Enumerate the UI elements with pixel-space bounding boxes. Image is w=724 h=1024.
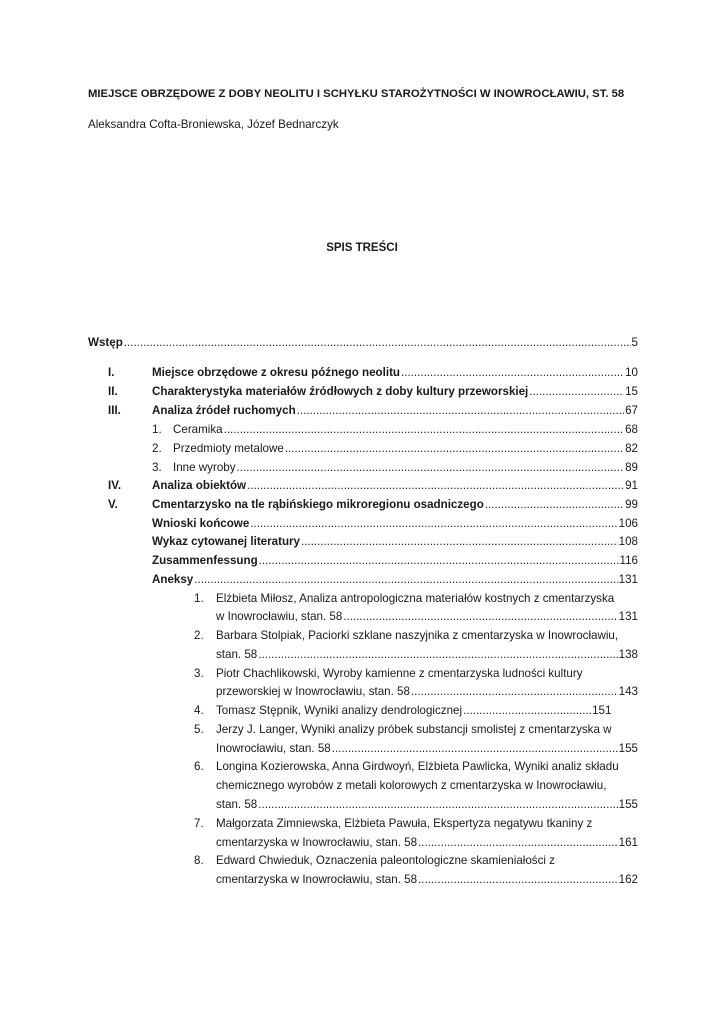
leader-dots — [247, 477, 624, 495]
toc-entry-wnioski[interactable] — [0, 515, 724, 533]
toc-entry-title: Miejsce obrzędowe z okresu późnego neolitu — [152, 366, 401, 379]
toc-entry-page: 10 — [625, 366, 638, 379]
toc-entry-page: 138 — [618, 648, 638, 661]
toc-entry-title: Barbara Stolpiak, Paciorki szklane naszyjnika z cmentarzyska w Inowrocławiu, — [216, 629, 619, 642]
leader-dots — [401, 364, 624, 382]
toc-entry-page: 68 — [625, 423, 638, 436]
toc-entry-annex-8-cont[interactable] — [0, 871, 724, 889]
toc-entry-title: Wykaz cytowanej literatury — [152, 535, 300, 548]
toc-entry-title-cont: przeworskiej w Inowrocławiu, stan. 58 — [216, 685, 410, 698]
toc-entry-title: Zusammenfessung — [152, 554, 258, 567]
toc-entry-title-cont: w Inowrocławiu, stan. 58 — [216, 610, 343, 623]
toc-entry-annex-1-cont[interactable] — [0, 608, 724, 626]
toc-entry-page: 155 — [618, 742, 638, 755]
toc-entry-page: 131 — [618, 610, 638, 623]
toc-entry-page: 155 — [618, 798, 638, 811]
toc-entry-page: 143 — [618, 685, 638, 698]
toc-entry-page: 131 — [618, 573, 638, 586]
leader-dots — [418, 834, 618, 852]
leader-dots — [124, 334, 631, 352]
toc-entry-annex-8[interactable] — [0, 852, 724, 870]
toc-entry-chapter-1[interactable] — [0, 364, 724, 382]
leader-dots — [224, 421, 624, 439]
leader-dots — [301, 533, 618, 551]
toc-entry-annex-7[interactable] — [0, 815, 724, 833]
document-title: MIEJSCE OBRZĘDOWE Z DOBY NEOLITU I SCHYŁKU STAROŻYTNOŚCI W INOWROCŁAWIU, ST. 58 — [88, 88, 625, 100]
toc-entry-title: Analiza obiektów — [152, 479, 247, 492]
toc-entry-annex-1[interactable] — [0, 590, 724, 608]
toc-entry-title: Analiza źródeł ruchomych — [152, 404, 296, 417]
toc-entry-annex-3[interactable] — [0, 665, 724, 683]
toc-entry-number: II. — [108, 385, 118, 398]
document-authors: Aleksandra Cofta-Broniewska, Józef Bednarczyk — [88, 118, 339, 131]
leader-dots — [418, 871, 618, 889]
leader-dots — [297, 402, 624, 420]
toc-entry-page: 89 — [625, 461, 638, 474]
toc-entry-title-cont: chemicznego wyrobów z metali kolorowych z cmentarzyska w Inowrocławiu, — [216, 779, 607, 792]
leader-dots — [343, 608, 617, 626]
toc-entry-title-cont: Inowrocławiu, stan. 58 — [216, 742, 331, 755]
leader-dots — [485, 496, 624, 514]
toc-entry-chapter-5[interactable] — [0, 496, 724, 514]
toc-entry-number: IV. — [108, 479, 122, 492]
toc-entry-annex-3-cont[interactable] — [0, 683, 724, 701]
toc-entry-chapter-4[interactable] — [0, 477, 724, 495]
toc-entry-aneksy[interactable] — [0, 571, 724, 589]
toc-heading: SPIS TREŚCI — [326, 242, 398, 254]
toc-entry-title: Charakterystyka materiałów źródłowych z doby kultury przeworskiej — [152, 385, 529, 398]
toc-entry-chapter-2[interactable] — [0, 383, 724, 401]
toc-entry-title-cont: stan. 58 — [216, 798, 258, 811]
toc-entry-annex-5-cont[interactable] — [0, 740, 724, 758]
toc-entry-page: 162 — [618, 873, 638, 886]
toc-entry-title-cont: cmentarzyska w Inowrocławiu, stan. 58 — [216, 873, 418, 886]
toc-entry-title: Wnioski końcowe — [152, 517, 250, 530]
leader-dots — [250, 515, 617, 533]
toc-entry-annex-2[interactable] — [0, 627, 724, 645]
toc-entry-title: Przedmioty metalowe — [173, 442, 284, 455]
leader-dots — [237, 459, 625, 477]
leader-dots — [285, 440, 624, 458]
toc-entry-annex-4[interactable] — [0, 702, 724, 720]
toc-entry-number: 2. — [152, 442, 162, 455]
leader-dots — [259, 552, 619, 570]
toc-entry-zusammenfessung[interactable] — [0, 552, 724, 570]
toc-entry-title: Aneksy — [152, 573, 194, 586]
toc-entry-title: Inne wyroby — [173, 461, 236, 474]
toc-entry-page: 15 — [625, 385, 638, 398]
toc-entry-number: 7. — [194, 817, 204, 830]
toc-entry-title-cont: stan. 58 — [216, 648, 258, 661]
toc-entry-title: Cmentarzysko na tle rąbińskiego mikroregionu osadniczego — [152, 498, 484, 511]
toc-entry-number: V. — [108, 498, 118, 511]
toc-entry-number: III. — [108, 404, 121, 417]
toc-entry-page: 91 — [625, 479, 638, 492]
toc-entry-annex-6[interactable] — [0, 758, 724, 776]
toc-entry-annex-7-cont[interactable] — [0, 834, 724, 852]
toc-entry-page: 82 — [625, 442, 638, 455]
toc-entry-title: Jerzy J. Langer, Wyniki analizy próbek substancji smolistej z cmentarzyska w — [216, 723, 612, 736]
toc-entry-title-cont: cmentarzyska w Inowrocławiu, stan. 58 — [216, 836, 418, 849]
toc-entry-number: 2. — [194, 629, 204, 642]
toc-entry-title: Wstęp — [88, 336, 123, 349]
toc-entry-title: Piotr Chachlikowski, Wyroby kamienne z cmentarzyska ludności kultury — [216, 667, 583, 680]
leader-dots — [411, 683, 618, 701]
toc-entry-number: 4. — [194, 704, 204, 717]
toc-entry-wykaz[interactable] — [0, 533, 724, 551]
toc-entry-number: 3. — [152, 461, 162, 474]
toc-entry-section-3-3[interactable] — [0, 459, 724, 477]
toc-entry-annex-2-cont[interactable] — [0, 646, 724, 664]
toc-entry-number: 5. — [194, 723, 204, 736]
toc-entry-annex-6-cont — [0, 777, 724, 795]
leader-dots — [463, 702, 591, 720]
toc-entry-title: Ceramika — [173, 423, 223, 436]
toc-entry-number: 6. — [194, 760, 204, 773]
toc-entry-title: Tomasz Stępnik, Wyniki analizy dendrologicznej — [216, 704, 463, 717]
toc-entry-number: 8. — [194, 854, 204, 867]
toc-entry-page: 151 — [592, 704, 612, 717]
toc-entry-number: 1. — [194, 592, 204, 605]
toc-entry-number: 3. — [194, 667, 204, 680]
leader-dots — [529, 383, 624, 401]
toc-entry-wstep[interactable] — [0, 334, 724, 352]
leader-dots — [258, 646, 617, 664]
leader-dots — [258, 796, 617, 814]
toc-entry-annex-5[interactable] — [0, 721, 724, 739]
toc-entry-number: 1. — [152, 423, 162, 436]
toc-entry-page: 99 — [625, 498, 638, 511]
toc-entry-page: 67 — [625, 404, 638, 417]
toc-entry-title: Małgorzata Zimniewska, Elżbieta Pawuła, Ekspertyza negatywu tkaniny z — [216, 817, 593, 830]
toc-entry-number: I. — [108, 366, 115, 379]
leader-dots — [194, 571, 617, 589]
toc-entry-section-3-1[interactable] — [0, 421, 724, 439]
toc-entry-chapter-3[interactable] — [0, 402, 724, 420]
toc-entry-title: Edward Chwieduk, Oznaczenia paleontologiczne skamieniałości z — [216, 854, 555, 867]
leader-dots — [332, 740, 618, 758]
toc-entry-title: Elżbieta Miłosz, Analiza antropologiczna materiałów kostnych z cmentarzyska — [216, 592, 615, 605]
toc-entry-page: 161 — [618, 836, 638, 849]
toc-entry-title: Longina Kozierowska, Anna Girdwoyń, Elżbieta Pawlicka, Wyniki analiz składu — [216, 760, 619, 773]
toc-entry-page: 108 — [618, 535, 638, 548]
toc-entry-page: 116 — [619, 554, 638, 567]
toc-entry-page: 5 — [631, 336, 638, 349]
toc-entry-annex-6-cont2[interactable] — [0, 796, 724, 814]
toc-entry-page: 106 — [618, 517, 638, 530]
toc-entry-section-3-2[interactable] — [0, 440, 724, 458]
